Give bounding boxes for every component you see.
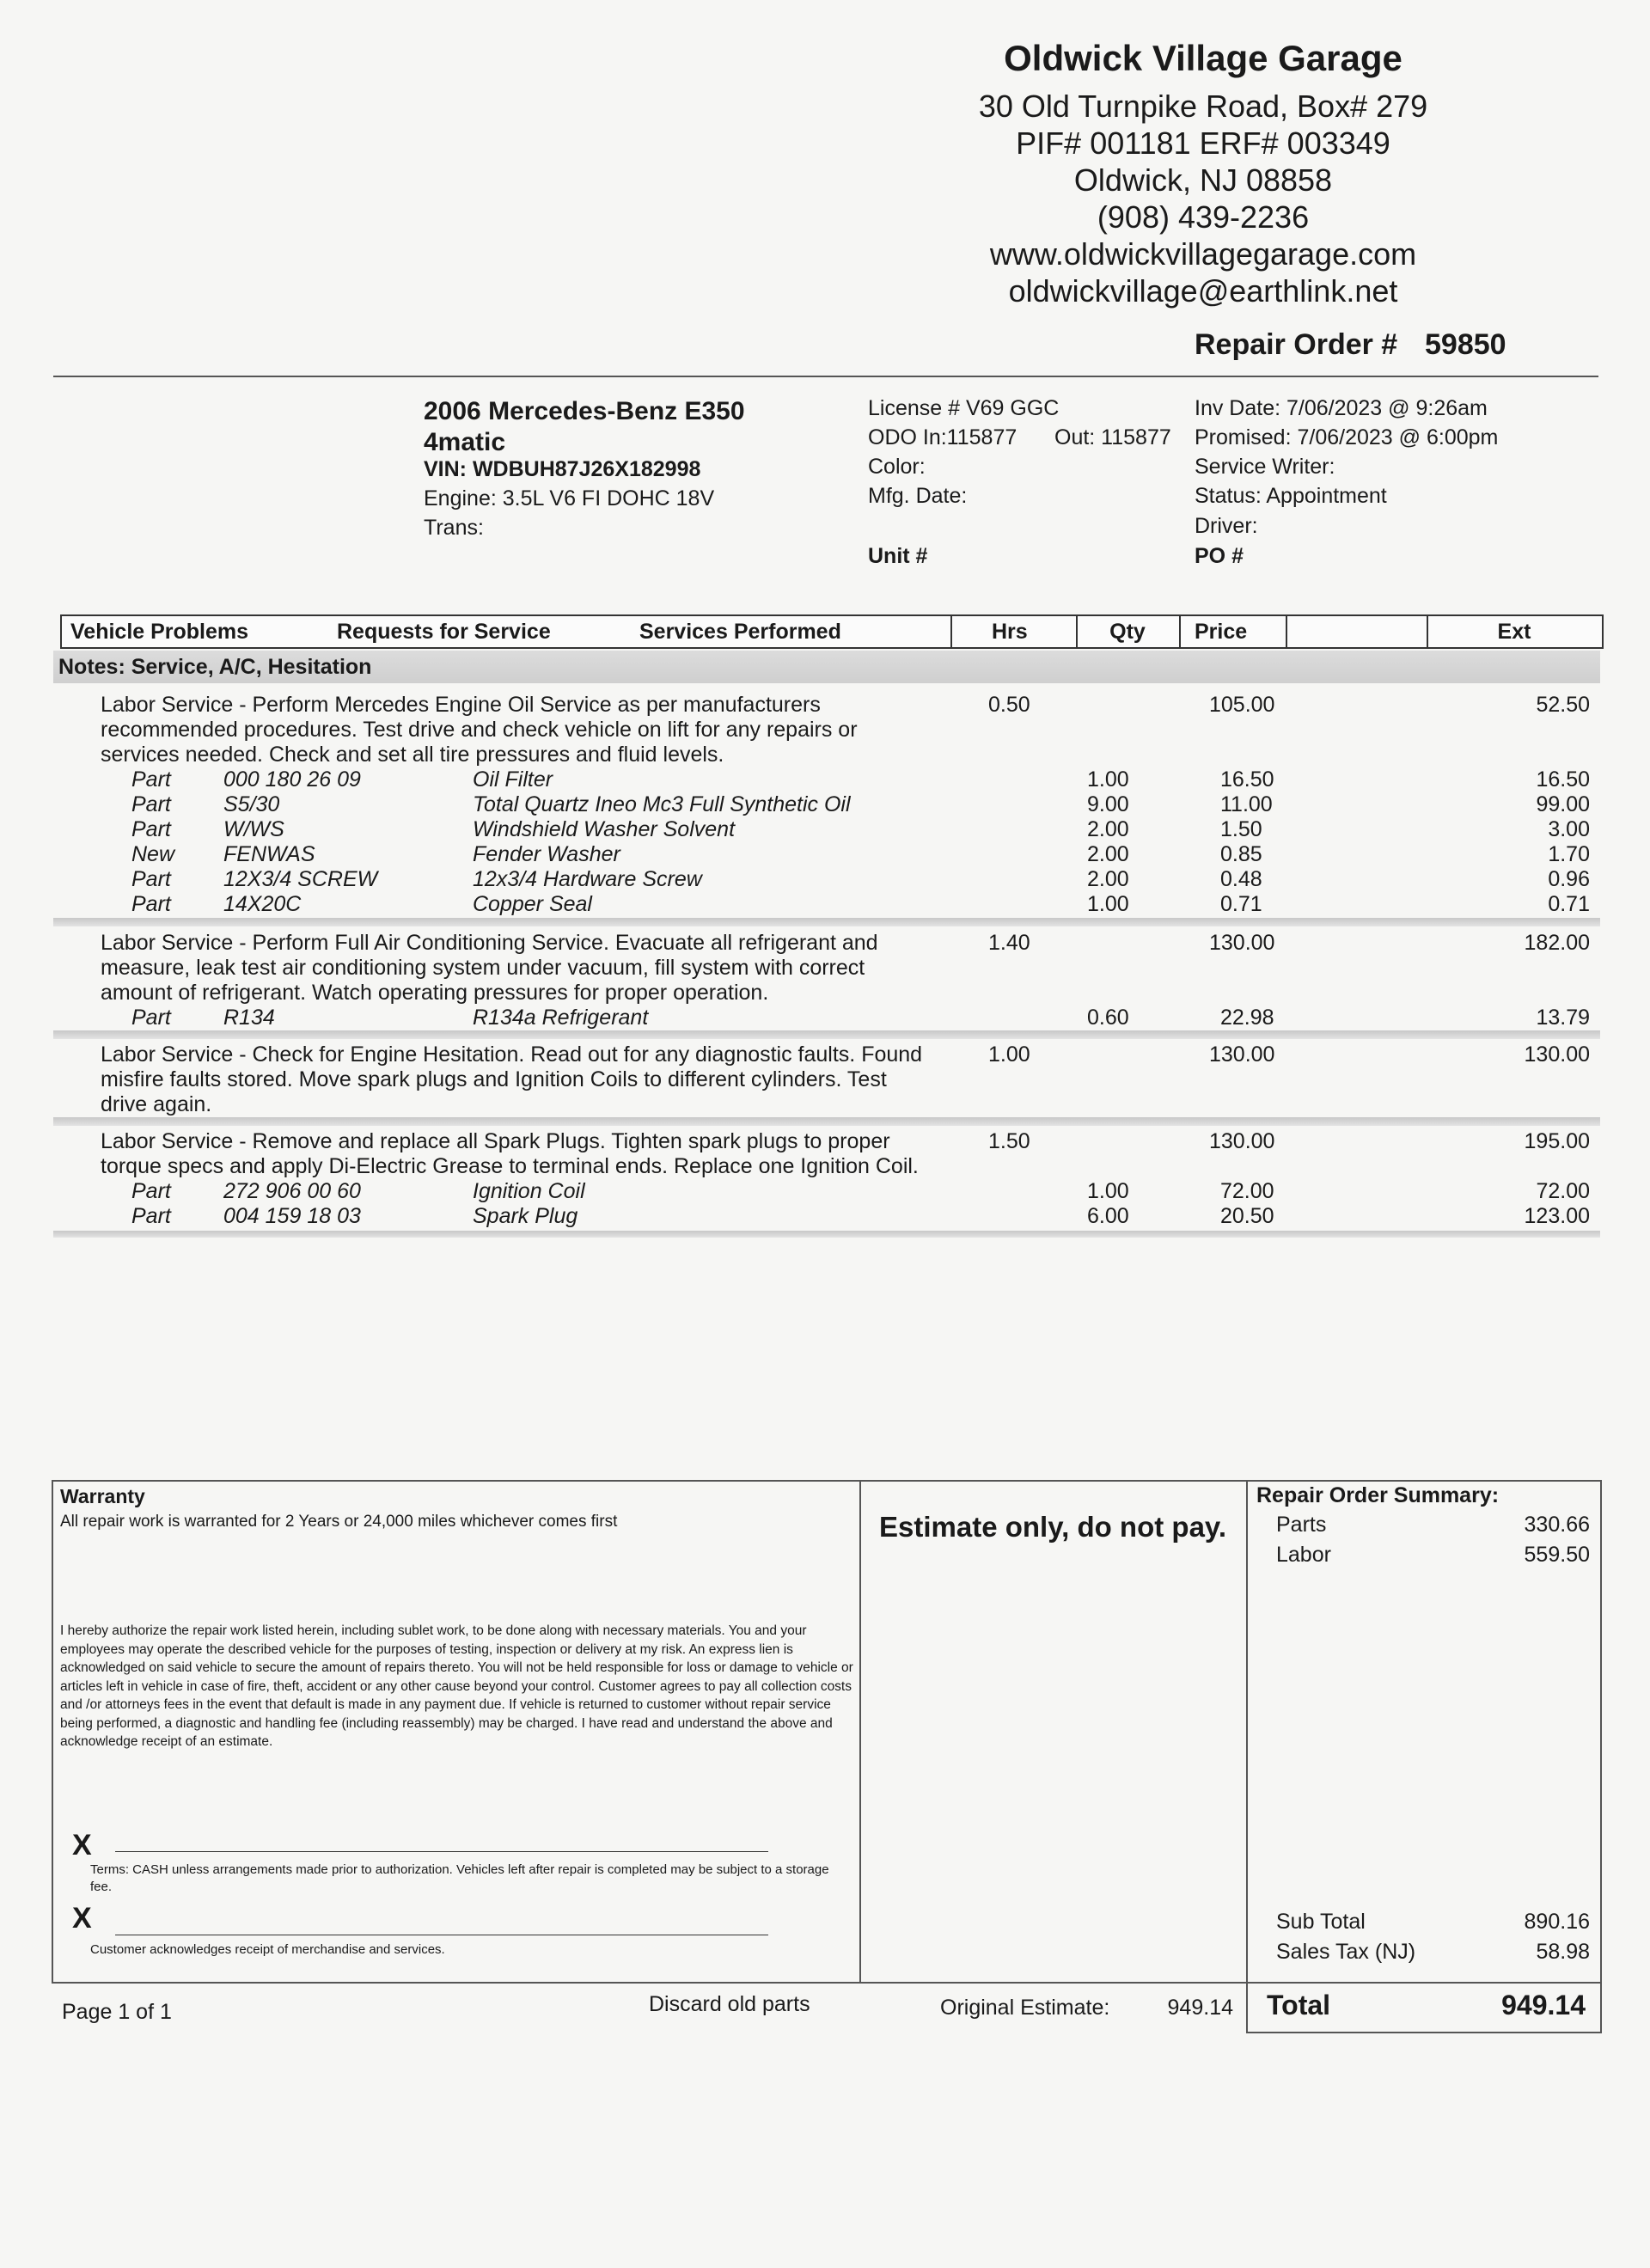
service-hrs: 0.50 <box>988 693 1030 717</box>
service-divider <box>53 918 1600 926</box>
service-price: 105.00 <box>1209 693 1275 717</box>
unit-number: Unit # <box>868 544 928 568</box>
service-line: misfire faults stored. Move spark plugs and Ignition Coils to different cylinders. Test <box>101 1067 887 1091</box>
col-qty: Qty <box>1109 620 1146 644</box>
part-type: Part <box>131 1006 171 1030</box>
part-price: 11.00 <box>1220 792 1273 816</box>
part-ext: 0.71 <box>1548 892 1590 916</box>
part-ext: 13.79 <box>1536 1006 1590 1030</box>
sales-tax-label: Sales Tax (NJ) <box>1276 1940 1416 1964</box>
service-ext: 52.50 <box>1536 693 1590 717</box>
part-number: W/WS <box>223 817 284 841</box>
part-price: 16.50 <box>1220 767 1274 792</box>
labor-label: Labor <box>1276 1543 1331 1567</box>
page-number: Page 1 of 1 <box>62 2000 172 2024</box>
part-type: Part <box>131 867 171 891</box>
manufacture-date: Mfg. Date: <box>868 484 968 508</box>
part-desc: Spark Plug <box>473 1204 578 1228</box>
part-desc: Oil Filter <box>473 767 553 792</box>
part-desc: Windshield Washer Solvent <box>473 817 736 841</box>
part-type: Part <box>131 1204 171 1228</box>
part-ext: 123.00 <box>1524 1204 1590 1228</box>
part-number: 272 906 00 60 <box>223 1179 361 1203</box>
vehicle-engine: Engine: 3.5L V6 FI DOHC 18V <box>424 486 715 510</box>
service-divider <box>53 1117 1600 1126</box>
service-price: 130.00 <box>1209 931 1275 955</box>
driver: Driver: <box>1195 514 1258 538</box>
service-line: recommended procedures. Test drive and check vehicle on lift for any repairs or <box>101 718 858 742</box>
total-value: 949.14 <box>1501 1990 1586 2020</box>
estimate-note: Estimate only, do not pay. <box>879 1511 1226 1543</box>
part-ext: 99.00 <box>1536 792 1590 816</box>
discard-old-parts: Discard old parts <box>649 1992 810 2016</box>
part-ext: 1.70 <box>1548 842 1590 866</box>
header-divider <box>53 376 1598 377</box>
vehicle-trans: Trans: <box>424 516 484 540</box>
part-price: 20.50 <box>1220 1204 1274 1228</box>
odometer-in: ODO In:115877 <box>868 425 1018 449</box>
promised-date: Promised: 7/06/2023 @ 6:00pm <box>1195 425 1499 449</box>
part-qty: 9.00 <box>1087 792 1129 816</box>
service-hrs: 1.50 <box>988 1129 1030 1153</box>
signature-x-mark: X <box>72 1829 92 1861</box>
service-hrs: 1.40 <box>988 931 1030 955</box>
col-price: Price <box>1195 620 1248 644</box>
sales-tax-value: 58.98 <box>1536 1940 1590 1964</box>
part-type: Part <box>131 792 171 816</box>
shop-name: Oldwick Village Garage <box>1004 38 1402 78</box>
col-vehicle-problems: Vehicle Problems <box>70 620 249 644</box>
part-desc: R134a Refrigerant <box>473 1006 649 1030</box>
shop-address: 30 Old Turnpike Road, Box# 279 <box>978 89 1428 124</box>
service-line: drive again. <box>101 1092 212 1116</box>
vehicle-submodel: 4matic <box>424 428 506 456</box>
warranty-title: Warranty <box>60 1485 145 1507</box>
part-desc: Copper Seal <box>473 892 592 916</box>
service-ext: 182.00 <box>1524 931 1590 955</box>
service-line: Labor Service - Perform Full Air Conditioning Service. Evacuate all refrigerant and <box>101 931 878 955</box>
part-number: 004 159 18 03 <box>223 1204 361 1228</box>
part-qty: 1.00 <box>1087 892 1129 916</box>
part-type: Part <box>131 817 171 841</box>
part-type: Part <box>131 767 171 792</box>
parts-label: Parts <box>1276 1513 1327 1537</box>
service-line: torque specs and apply Di-Electric Grease to terminal ends. Replace one Ignition Coil. <box>101 1154 919 1178</box>
order-status: Status: Appointment <box>1195 484 1387 508</box>
warranty-text: All repair work is warranted for 2 Years or 24,000 miles whichever comes first <box>60 1513 618 1531</box>
service-ext: 195.00 <box>1524 1129 1590 1153</box>
notes-text: Notes: Service, A/C, Hesitation <box>58 655 372 679</box>
shop-city: Oldwick, NJ 08858 <box>1073 162 1333 198</box>
service-line: Labor Service - Perform Mercedes Engine Oil Service as per manufacturers <box>101 693 821 717</box>
part-desc: 12x3/4 Hardware Screw <box>473 867 702 891</box>
service-price: 130.00 <box>1209 1042 1275 1067</box>
part-number: FENWAS <box>223 842 315 866</box>
service-divider <box>53 1231 1600 1238</box>
original-estimate-label: Original Estimate: <box>940 1996 1110 2020</box>
service-line: amount of refrigerant. Watch operating pressures for proper operation. <box>101 981 769 1005</box>
terms-text: Terms: CASH unless arrangements made prior to authorization. Vehicles left after repair is completed may be subject to a storage fee. <box>90 1862 829 1894</box>
signature-x-mark: X <box>72 1902 92 1935</box>
service-line: Labor Service - Check for Engine Hesitation. Read out for any diagnostic faults. Found <box>101 1042 923 1067</box>
invoice-date: Inv Date: 7/06/2023 @ 9:26am <box>1195 396 1488 420</box>
part-qty: 1.00 <box>1087 1179 1129 1203</box>
po-number: PO # <box>1195 544 1244 568</box>
col-ext: Ext <box>1497 620 1531 644</box>
shop-phone: (908) 439-2236 <box>1097 199 1310 235</box>
service-writer: Service Writer: <box>1195 455 1335 479</box>
part-number: R134 <box>223 1006 275 1030</box>
service-description <box>101 1129 994 1179</box>
part-price: 72.00 <box>1220 1179 1274 1203</box>
service-description <box>101 1042 994 1117</box>
repair-order-number: 59850 <box>1425 328 1506 361</box>
service-line: Labor Service - Remove and replace all Spark Plugs. Tighten spark plugs to proper <box>101 1129 890 1153</box>
shop-pif-erf: PIF# 001181 ERF# 003349 <box>1016 125 1390 161</box>
part-qty: 2.00 <box>1087 817 1129 841</box>
part-ext: 3.00 <box>1548 817 1590 841</box>
shop-email: oldwickvillage@earthlink.net <box>1008 273 1398 309</box>
line-items-header <box>60 614 1604 649</box>
part-price: 22.98 <box>1220 1006 1274 1030</box>
subtotal-label: Sub Total <box>1276 1910 1366 1934</box>
part-qty: 1.00 <box>1087 767 1129 792</box>
service-ext: 130.00 <box>1524 1042 1590 1067</box>
service-description <box>101 693 994 767</box>
part-desc: Fender Washer <box>473 842 620 866</box>
odometer-out: Out: 115877 <box>1054 425 1171 449</box>
part-qty: 6.00 <box>1087 1204 1129 1228</box>
vehicle-vin: VIN: WDBUH87J26X182998 <box>424 457 701 481</box>
service-hrs: 1.00 <box>988 1042 1030 1067</box>
service-description <box>101 931 994 1006</box>
col-services: Services Performed <box>639 620 841 644</box>
acknowledge-text: Customer acknowledges receipt of merchandise and services. <box>90 1942 445 1957</box>
part-qty: 2.00 <box>1087 867 1129 891</box>
authorization-text: I hereby authorize the repair work listed herein, including sublet work, to be done along with necessary materials. You and your employees may operate the described vehicle for the purposes of testing, inspection or delivery at my risk. An express lien is acknowledged on said vehicle to secure the amount of repairs thereto. You will not be held responsible for loss or damage to vehicle or articles left in vehicle in case of fire, theft, accident or any other cause beyond your control. Customer agrees to pay all collection costs and /or attorneys fees in the event that default is made in any payment due. If vehicle is returned to customer without repair service being performed, a diagnostic and handling fee (including reassembly) may be charged. I have read and understand the above and acknowledge receipt of an estimate. <box>60 1623 853 1749</box>
box-divider <box>1246 1480 1248 1982</box>
license-number: License # V69 GGC <box>868 396 1060 420</box>
total-label: Total <box>1267 1990 1331 2020</box>
part-ext: 0.96 <box>1548 867 1590 891</box>
service-price: 130.00 <box>1209 1129 1275 1153</box>
parts-total: 330.66 <box>1524 1513 1590 1537</box>
original-estimate-value: 949.14 <box>1167 1996 1233 2020</box>
vehicle-color: Color: <box>868 455 926 479</box>
part-price: 0.71 <box>1220 892 1262 916</box>
shop-website: www.oldwickvillagegarage.com <box>989 236 1417 272</box>
labor-total: 559.50 <box>1524 1543 1590 1567</box>
part-type: Part <box>131 892 171 916</box>
part-number: 12X3/4 SCREW <box>223 867 378 891</box>
part-type: New <box>131 842 175 866</box>
service-line: measure, leak test air conditioning system under vacuum, fill system with correct <box>101 956 865 980</box>
part-type: Part <box>131 1179 171 1203</box>
box-divider <box>859 1480 861 1982</box>
subtotal-value: 890.16 <box>1524 1910 1590 1934</box>
col-requests: Requests for Service <box>337 620 551 644</box>
service-divider <box>53 1030 1600 1039</box>
signature-line[interactable] <box>115 1851 768 1852</box>
repair-order-label: Repair Order # <box>1195 328 1398 361</box>
part-number: S5/30 <box>223 792 280 816</box>
part-ext: 72.00 <box>1536 1179 1590 1203</box>
col-hrs: Hrs <box>992 620 1028 644</box>
part-qty: 2.00 <box>1087 842 1129 866</box>
vehicle-model: 2006 Mercedes-Benz E350 <box>424 397 745 425</box>
part-number: 000 180 26 09 <box>223 767 361 792</box>
service-line: services needed. Check and set all tire pressures and fluid levels. <box>101 743 724 767</box>
part-ext: 16.50 <box>1536 767 1590 792</box>
part-price: 1.50 <box>1220 817 1262 841</box>
part-price: 0.85 <box>1220 842 1262 866</box>
part-number: 14X20C <box>223 892 302 916</box>
part-desc: Total Quartz Ineo Mc3 Full Synthetic Oil <box>473 792 851 816</box>
part-price: 0.48 <box>1220 867 1262 891</box>
summary-title: Repair Order Summary: <box>1256 1483 1500 1507</box>
part-qty: 0.60 <box>1087 1006 1129 1030</box>
part-desc: Ignition Coil <box>473 1179 585 1203</box>
